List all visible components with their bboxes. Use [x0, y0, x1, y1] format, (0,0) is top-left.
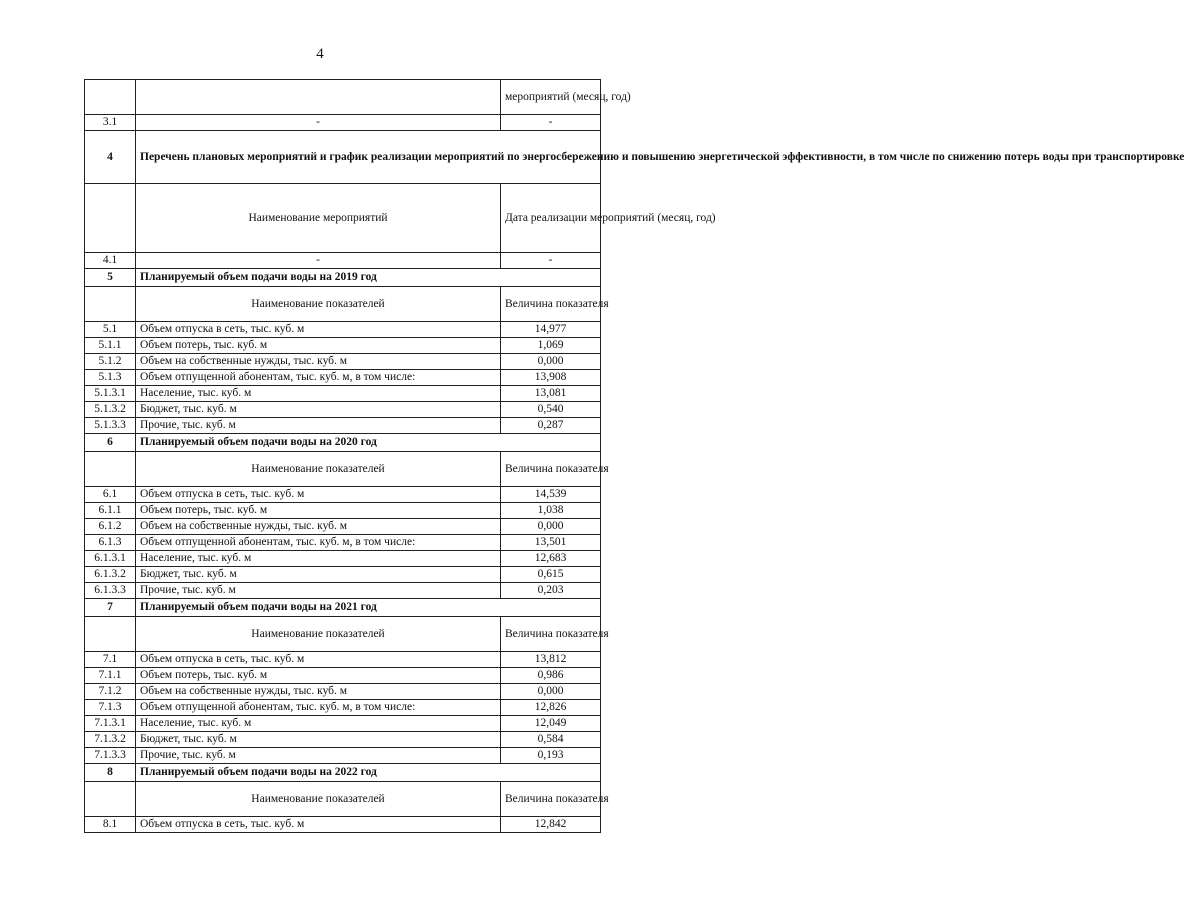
- row-name: Объем потерь, тыс. куб. м: [136, 338, 501, 354]
- row-value: 13,908: [501, 370, 601, 386]
- row-value: 12,842: [501, 817, 601, 833]
- number-cell: [85, 617, 136, 652]
- section-number: 4: [85, 131, 136, 184]
- column-header-row: [85, 287, 601, 322]
- row-name: Прочие, тыс. куб. м: [136, 418, 501, 434]
- row-name: -: [136, 253, 501, 269]
- row-value: 1,069: [501, 338, 601, 354]
- row-date: -: [501, 253, 601, 269]
- name-cell: [136, 80, 501, 115]
- table-row: [85, 402, 601, 418]
- row-value: 0,000: [501, 519, 601, 535]
- table-row: [85, 338, 601, 354]
- row-number: 3.1: [85, 115, 136, 131]
- table-row: [85, 322, 601, 338]
- column-header-row: [85, 184, 601, 253]
- column-header-value: Величина показателя: [501, 782, 601, 817]
- number-cell: [85, 184, 136, 253]
- row-name: Население, тыс. куб. м: [136, 551, 501, 567]
- row-name: Прочие, тыс. куб. м: [136, 748, 501, 764]
- row-name: Объем на собственные нужды, тыс. куб. м: [136, 519, 501, 535]
- row-number: 6.1.3.3: [85, 583, 136, 599]
- row-number: 5.1.3.3: [85, 418, 136, 434]
- row-value: 0,584: [501, 732, 601, 748]
- column-header-date: Дата реализации мероприятий (месяц, год): [501, 184, 601, 253]
- table-row: [85, 354, 601, 370]
- table-row: [85, 386, 601, 402]
- row-name: -: [136, 115, 501, 131]
- table-row: [85, 684, 601, 700]
- section-header-row: [85, 764, 601, 782]
- table-row: [85, 700, 601, 716]
- section-header-row: [85, 599, 601, 617]
- section-number: 8: [85, 764, 136, 782]
- row-name: Бюджет, тыс. куб. м: [136, 567, 501, 583]
- table-row: [85, 253, 601, 269]
- column-header-value: Величина показателя: [501, 617, 601, 652]
- row-number: 6.1.3.1: [85, 551, 136, 567]
- table-row: [85, 535, 601, 551]
- row-number: 5.1.3.1: [85, 386, 136, 402]
- row-value: 0,203: [501, 583, 601, 599]
- table-row: [85, 748, 601, 764]
- number-cell: [85, 452, 136, 487]
- section-title: Планируемый объем подачи воды на 2019 год: [136, 269, 601, 287]
- section-header-row: [85, 434, 601, 452]
- table-row: [85, 418, 601, 434]
- table-row: [85, 583, 601, 599]
- row-value: 0,287: [501, 418, 601, 434]
- row-value: 13,081: [501, 386, 601, 402]
- row-value: 0,000: [501, 354, 601, 370]
- column-header-name: Наименование показателей: [136, 287, 501, 322]
- row-name: Объем отпуска в сеть, тыс. куб. м: [136, 652, 501, 668]
- section-title: Планируемый объем подачи воды на 2021 год: [136, 599, 601, 617]
- row-name: Население, тыс. куб. м: [136, 716, 501, 732]
- row-name: Прочие, тыс. куб. м: [136, 583, 501, 599]
- row-value: 13,501: [501, 535, 601, 551]
- row-number: 6.1.1: [85, 503, 136, 519]
- row-value: 14,539: [501, 487, 601, 503]
- row-number: 6.1.2: [85, 519, 136, 535]
- column-header-value: Величина показателя: [501, 452, 601, 487]
- row-value: 14,977: [501, 322, 601, 338]
- page-number: 4: [316, 46, 324, 62]
- row-number: 7.1: [85, 652, 136, 668]
- row-number: 6.1: [85, 487, 136, 503]
- row-number: 5.1: [85, 322, 136, 338]
- column-header-name: Наименование мероприятий: [136, 184, 501, 253]
- table-row: [85, 716, 601, 732]
- row-number: 7.1.1: [85, 668, 136, 684]
- row-number: 6.1.3.2: [85, 567, 136, 583]
- row-number: 7.1.3.2: [85, 732, 136, 748]
- row-name: Объем потерь, тыс. куб. м: [136, 503, 501, 519]
- row-value: 0,193: [501, 748, 601, 764]
- section-number: 5: [85, 269, 136, 287]
- table-row: [85, 487, 601, 503]
- row-value: 0,615: [501, 567, 601, 583]
- table-row: [85, 817, 601, 833]
- table-row: [85, 652, 601, 668]
- row-value: 12,826: [501, 700, 601, 716]
- row-number: 7.1.2: [85, 684, 136, 700]
- row-name: Объем отпуска в сеть, тыс. куб. м: [136, 487, 501, 503]
- row-number: 4.1: [85, 253, 136, 269]
- table-row: [85, 567, 601, 583]
- row-name: Население, тыс. куб. м: [136, 386, 501, 402]
- section-title: Перечень плановых мероприятий и график реализации мероприятий по энергосбережению и повышению энергетической эффективности, в том числе по снижению потерь воды при транспортировке: [136, 131, 601, 184]
- row-name: Объем потерь, тыс. куб. м: [136, 668, 501, 684]
- row-value: 0,000: [501, 684, 601, 700]
- row-number: 5.1.3: [85, 370, 136, 386]
- row-name: Объем отпущенной абонентам, тыс. куб. м, в том числе:: [136, 535, 501, 551]
- row-value: 13,812: [501, 652, 601, 668]
- table-row: [85, 370, 601, 386]
- row-value: 0,540: [501, 402, 601, 418]
- row-number: 5.1.2: [85, 354, 136, 370]
- row-name: Объем на собственные нужды, тыс. куб. м: [136, 684, 501, 700]
- row-number: 7.1.3.3: [85, 748, 136, 764]
- number-cell: [85, 287, 136, 322]
- row-number: 6.1.3: [85, 535, 136, 551]
- sections-body: [85, 269, 609, 833]
- row-value: 12,049: [501, 716, 601, 732]
- row-number: 5.1.1: [85, 338, 136, 354]
- row-number: 7.1.3: [85, 700, 136, 716]
- row-number: 5.1.3.2: [85, 402, 136, 418]
- section-title: Планируемый объем подачи воды на 2020 год: [136, 434, 601, 452]
- row-name: Бюджет, тыс. куб. м: [136, 732, 501, 748]
- column-header-name: Наименование показателей: [136, 452, 501, 487]
- table-row: [85, 80, 601, 115]
- column-header-name: Наименование показателей: [136, 617, 501, 652]
- row-name: Объем отпуска в сеть, тыс. куб. м: [136, 322, 501, 338]
- row-value: 1,038: [501, 503, 601, 519]
- column-header-row: [85, 617, 601, 652]
- column-header-row: [85, 782, 601, 817]
- row-name: Бюджет, тыс. куб. м: [136, 402, 501, 418]
- table-row: [85, 115, 601, 131]
- row-date: -: [501, 115, 601, 131]
- row-number: 7.1.3.1: [85, 716, 136, 732]
- section-title: Планируемый объем подачи воды на 2022 год: [136, 764, 601, 782]
- table-row: [85, 503, 601, 519]
- section-number: 6: [85, 434, 136, 452]
- section-number: 7: [85, 599, 136, 617]
- column-header-row: [85, 452, 601, 487]
- row-name: Объем отпущенной абонентам, тыс. куб. м, в том числе:: [136, 370, 501, 386]
- plan-table: [84, 79, 1184, 833]
- number-cell: [85, 80, 136, 115]
- section-header-row: [85, 131, 601, 184]
- row-value: 12,683: [501, 551, 601, 567]
- row-value: 0,986: [501, 668, 601, 684]
- date-header-tail: мероприятий (месяц, год): [501, 80, 601, 115]
- number-cell: [85, 782, 136, 817]
- row-name: Объем отпуска в сеть, тыс. куб. м: [136, 817, 501, 833]
- row-name: Объем отпущенной абонентам, тыс. куб. м, в том числе:: [136, 700, 501, 716]
- section-header-row: [85, 269, 601, 287]
- column-header-value: Величина показателя: [501, 287, 601, 322]
- table-row: [85, 668, 601, 684]
- table-row: [85, 732, 601, 748]
- row-number: 8.1: [85, 817, 136, 833]
- column-header-name: Наименование показателей: [136, 782, 501, 817]
- row-name: Объем на собственные нужды, тыс. куб. м: [136, 354, 501, 370]
- table-row: [85, 551, 601, 567]
- table-row: [85, 519, 601, 535]
